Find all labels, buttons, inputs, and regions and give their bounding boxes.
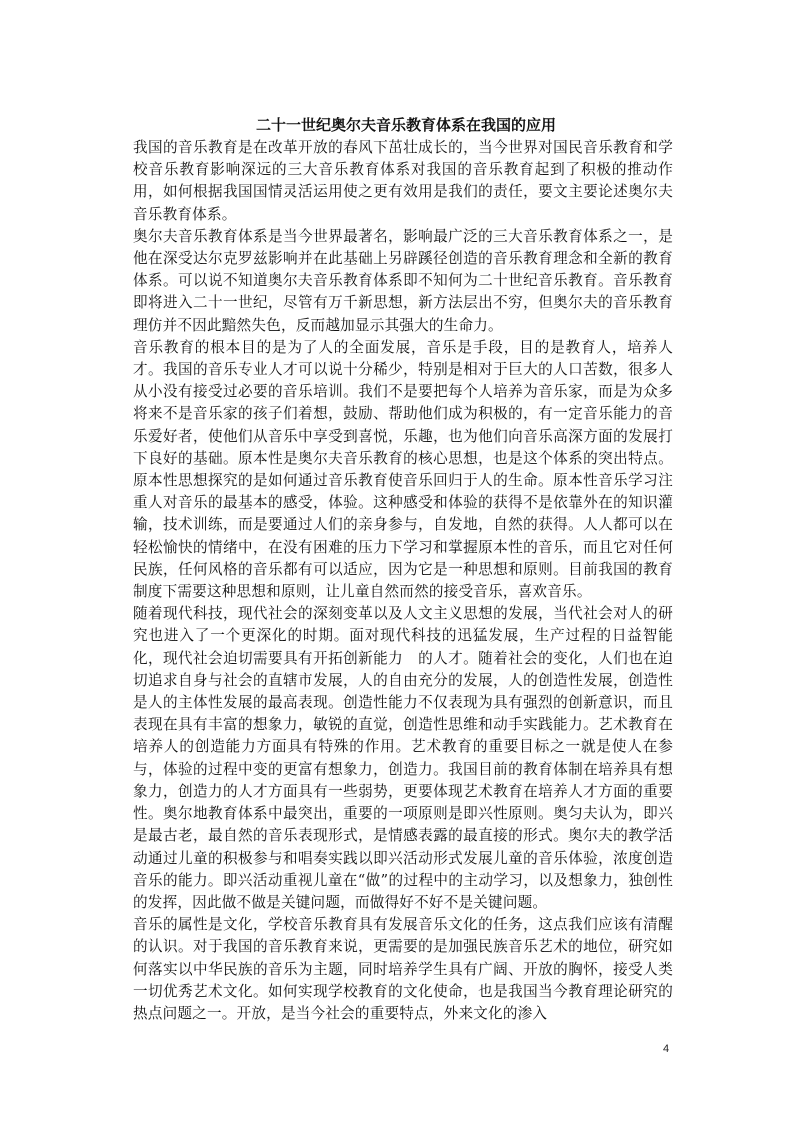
document-body xyxy=(133,113,673,1025)
paragraph-creativity: 随着现代科技，现代社会的深刻变革以及人文主义思想的发展，当代社会对人的研究也进入了一个更深化的时期。面对现代科技的迅猛发展，生产过程的日益智能化，现代社会迫切需要具有开拓创新能力 的人才。随着社会的变化，人们也在迫切追求自身与社会的直辖市发展，人的自由充分的发展，人的创造性发展，创造性是人的主体性发展的最高表现。创造性能力不仅表现为具有强烈的创新意识，而且表现在具有丰富的想象力，敏锐的直觉，创造性思维和动手实践能力。艺术教育在培养人的创造能力方面具有特殊的作用。艺术教育的重要目标之一就是使人在参与，体验的过程中变的更富有想象力，创造力。我国目前的教育体制在培养具有想象力，创造力的人才方面具有一些弱势，更要体现艺术教育在培养人才方面的重要性。奥尔地教育体系中最突出，重要的一项原则是即兴性原则。奥匀夫认为，即兴是最古老，最自然的音乐表现形式，是情感表露的最直接的形式。奥尔夫的教学活动通过儿童的积极参与和唱奏实践以即兴活动形式发展儿童的音乐体验，浓度创造音乐的能力。即兴活动重视儿童在“做”的过程中的主动学习，以及想象力，独创性的发挥，因此做不做是关键问题，而做得好不好不是关键问题。 xyxy=(133,605,673,911)
page-number: 4 xyxy=(663,1043,670,1055)
paragraph-culture: 音乐的属性是文化，学校音乐教育具有发展音乐文化的任务，这点我们应该有清醒的认识。对于我国的音乐教育来说，更需要的是加强民族音乐艺术的地位，研究如何落实以中华民族的音乐为主题，同时培养学生具有广阔、开放的胸怀，接受人类一切优秀艺术文化。如何实现学校教育的文化使命，也是我国当今教育理论研究的热点问题之一。开放，是当今社会的重要特点，外来文化的渗入 xyxy=(133,916,673,1022)
paragraph-education-goal: 音乐教育的根本目的是为了人的全面发展，音乐是手段，目的是教育人，培养人才。我国的音乐专业人才可以说十分稀少，特别是相对于巨大的人口苦数，很多人从小没有接受过必要的音乐培训。我们不是要把每个人培养为音乐家，而是为众多将来不是音乐家的孩子们着想，鼓励、帮助他们成为积极的，有一定音乐能力的音乐爱好者，使他们从音乐中享受到喜悦，乐趣，也为他们向音乐高深方面的发展打下良好的基础。原本性是奥尔夫音乐教育的核心思想，也是这个体系的突出特点。原本性思想探究的是如何通过音乐教育使音乐回归于人的生命。原本性音乐学习注重人对音乐的最基本的感受，体验。这种感受和体验的获得不是依靠外在的知识灌输，技术训练，而是要通过人们的亲身参与，自发地，自然的获得。人人都可以在轻松愉快的情绪中，在没有困难的压力下学习和掌握原本性的音乐，而且它对任何民族，任何风格的音乐都有可以适应，因为它是一种思想和原则。目前我国的教育制度下需要这种思想和原则，让儿童自然而然的接受音乐，喜欢音乐。 xyxy=(133,338,673,601)
document-title: 二十一世纪奥尔夫音乐教育体系在我国的应用 xyxy=(255,116,556,134)
paragraph-orff-system: 奥尔夫音乐教育体系是当今世界最著名，影响最广泛的三大音乐教育体系之一，是他在深受达尔克罗兹影响并在此基础上另辟蹊径创造的音乐教育理念和全新的教育体系。可以说不知道奥尔夫音乐教育体系即不知何为二十世纪音乐教育。音乐教育即将进入二十一世纪，尽管有万千新思想，新方法层出不穷，但奥尔夫的音乐教育理仿并不因此黯然失色，反而越加显示其强大的生命力。 xyxy=(133,227,673,334)
paragraph-intro: 我国的音乐教育是在改革开放的春风下茁壮成长的，当今世界对国民音乐教育和学校音乐教育影响深远的三大音乐教育体系对我国的音乐教育起到了积极的推动作用，如何根据我国国情灵活运用使之更有效用是我们的责任，要文主要论述奥尔夫音乐教育体系。 xyxy=(133,139,673,223)
